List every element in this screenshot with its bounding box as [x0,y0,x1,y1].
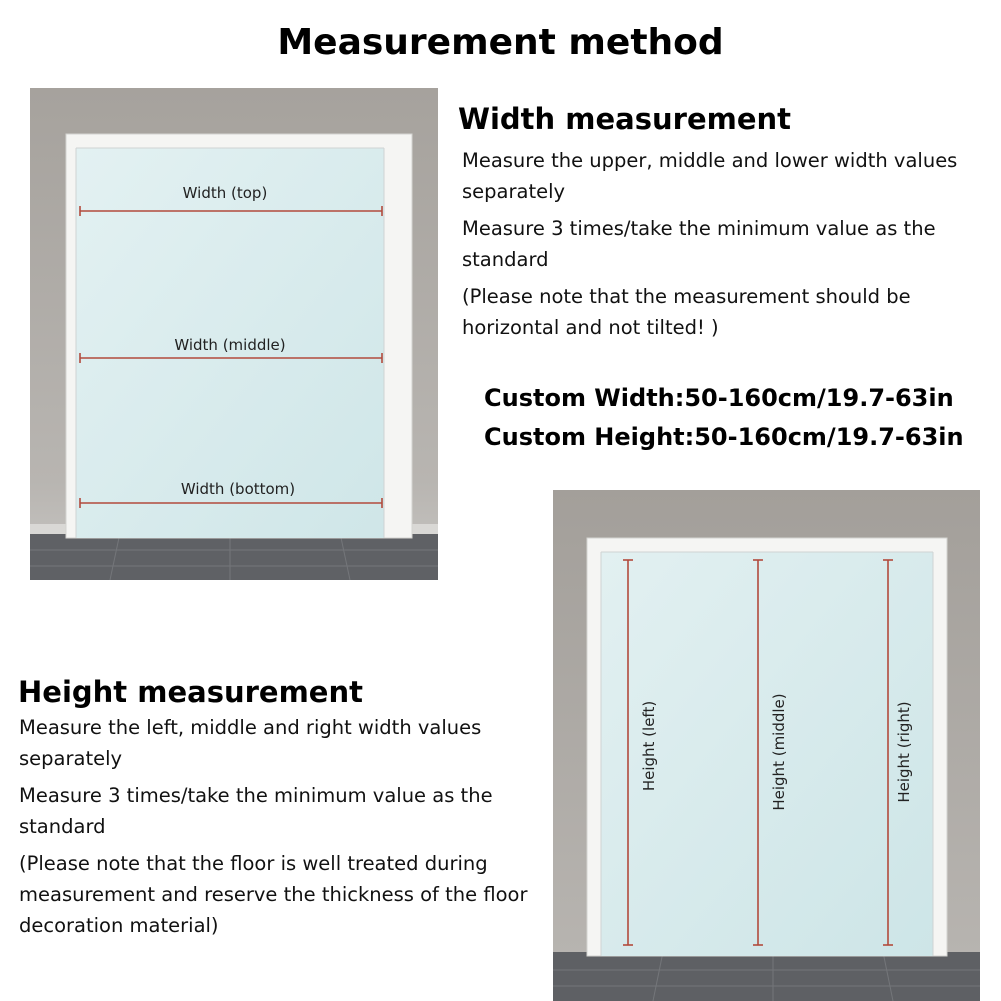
height-heading: Height measurement [18,675,363,709]
width-top-label: Width (top) [182,184,268,202]
width-middle-label: Width (middle) [174,336,286,354]
height-right-label: Height (right) [895,701,913,803]
height-instruction-line: Measure 3 times/take the minimum value as the standard [19,784,493,838]
height-left-label: Height (left) [640,700,658,792]
width-heading: Width measurement [458,102,792,136]
page-title: Measurement method [277,22,724,63]
height-instruction-line: Measure the left, middle and right width values separately [19,716,482,770]
height-instruction-line: (Please note that the floor is well treated during measurement and reserve the thickness of the floor decoration material) [19,852,528,937]
custom-width: Custom Width:50-160cm/19.7-63in [484,384,954,412]
width-measurement-photo [30,88,438,580]
height-middle-label: Height (middle) [770,693,788,811]
custom-size-info [484,379,964,457]
custom-height: Custom Height:50-160cm/19.7-63in [484,423,964,451]
width-bottom-label: Width (bottom) [180,480,296,498]
height-measurement-photo [553,490,980,1001]
width-instruction-line: (Please note that the measurement should be horizontal and not tilted! ) [462,285,911,339]
width-instructions [462,145,982,349]
height-instructions [19,712,539,947]
width-instruction-line: Measure 3 times/take the minimum value as the standard [462,217,936,271]
width-instruction-line: Measure the upper, middle and lower width values separately [462,149,958,203]
